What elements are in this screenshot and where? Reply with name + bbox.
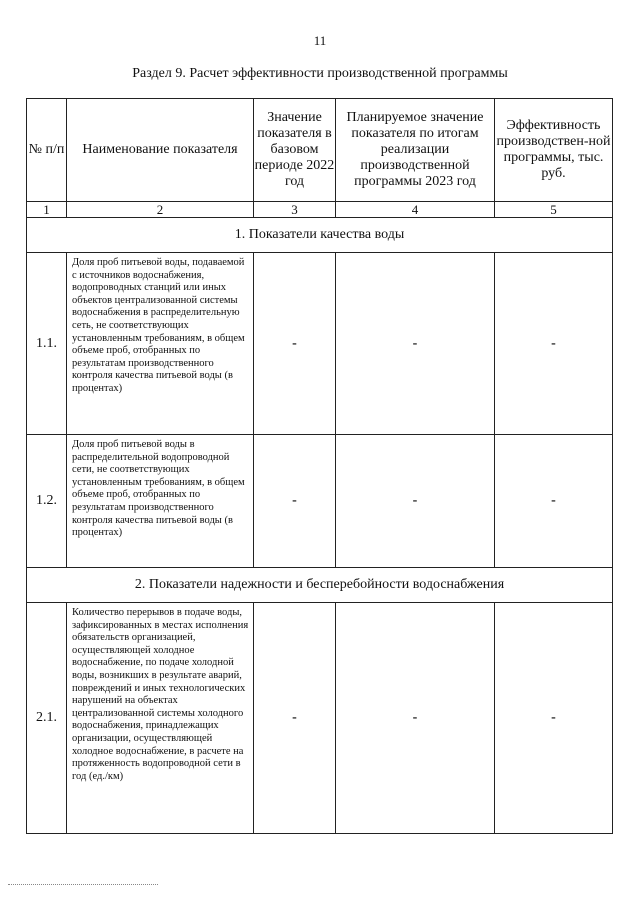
section-heading: 2. Показатели надежности и бесперебойности водоснабжения (27, 568, 613, 603)
row-base-value: - (254, 603, 336, 834)
table-row (27, 435, 613, 568)
row-efficiency-value: - (495, 603, 613, 834)
column-number: 3 (254, 202, 336, 218)
row-number: 2.1. (27, 603, 67, 834)
row-plan-value: - (336, 603, 495, 834)
header-base: Значение показателя в базовом периоде 2022 год (254, 99, 336, 202)
header-plan: Планируемое значение показателя по итогам реализации производственной программы 2023 год (336, 99, 495, 202)
section-heading: 1. Показатели качества воды (27, 218, 613, 253)
row-indicator-name: Доля проб питьевой воды в распределительной водопроводной сети, не соответствующих установленным требованиям, в общем объеме проб, отобранных по результатам производственного контроля качества питьевой воды (в процентах) (67, 435, 254, 568)
column-number: 5 (495, 202, 613, 218)
row-plan-value: - (336, 253, 495, 435)
header-efficiency: Эффективность производствен-ной программы, тыс. руб. (495, 99, 613, 202)
row-indicator-name: Доля проб питьевой воды, подаваемой с источников водоснабжения, водопроводных станций или иных объектов централизованной системы водоснабжения в распределительную сеть, не соответствующих установленным требованиям, в общем объеме проб, отобранных по результатам производственного контроля качества питьевой воды (в процентах) (67, 253, 254, 435)
row-number: 1.1. (27, 253, 67, 435)
row-efficiency-value: - (495, 253, 613, 435)
row-number: 1.2. (27, 435, 67, 568)
header-num: № п/п (27, 99, 67, 202)
row-efficiency-value: - (495, 435, 613, 568)
table-row (27, 603, 613, 834)
column-number: 4 (336, 202, 495, 218)
column-number: 2 (67, 202, 254, 218)
row-indicator-name: Количество перерывов в подаче воды, зафиксированных в местах исполнения обязательств организацией, осуществляющей холодное водоснабжение, по подаче холодной воды, возникших в результате аварий, повреждений и иных технологических нарушений на объектах централизованной системы холодного водоснабжения, принадлежащих организации, осуществляющей холодное водоснабжение, в расчете на протяженность водопроводной сети в год (ед./км) (67, 603, 254, 834)
efficiency-table (26, 98, 613, 834)
section-title: Раздел 9. Расчет эффективности производственной программы (132, 66, 508, 81)
header-name: Наименование показателя (67, 99, 254, 202)
row-base-value: - (254, 253, 336, 435)
section-row-reliability (27, 568, 613, 603)
column-numbers-row (27, 202, 613, 218)
row-base-value: - (254, 435, 336, 568)
section-row-water-quality (27, 218, 613, 253)
table-row (27, 253, 613, 435)
page-number: 11 (313, 33, 327, 48)
footer-dotted-line (8, 884, 158, 885)
row-plan-value: - (336, 435, 495, 568)
column-number: 1 (27, 202, 67, 218)
header-row (27, 99, 613, 202)
